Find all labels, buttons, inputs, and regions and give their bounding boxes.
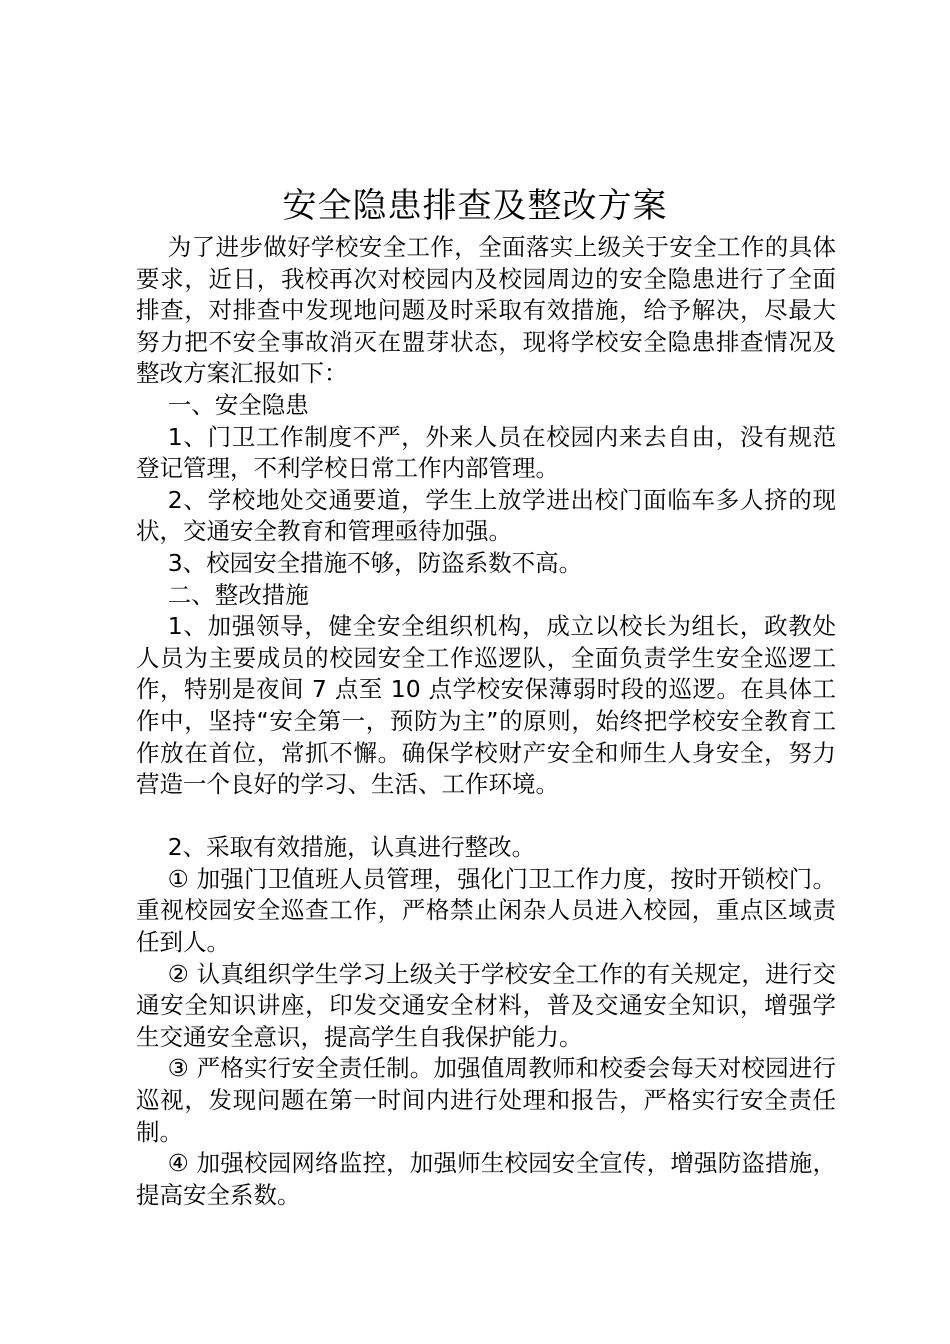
hazard-item-2: 2、学校地处交通要道，学生上放学进出校门面临车多人挤的现状，交通安全教育和管理亟待加强。 [136, 485, 836, 546]
measure-subitem-3: ③ 严格实行安全责任制。加强值周教师和校委会每天对校园进行巡视，发现问题在第一时间内进行处理和报告，严格实行安全责任制。 [136, 1054, 836, 1146]
hazard-item-3: 3、校园安全措施不够，防盗系数不高。 [167, 548, 583, 577]
measure-subitem-2: ② 认真组织学生学习上级关于学校安全工作的有关规定，进行交通安全知识讲座，印发交通安全材料，普及交通安全知识，增强学生交通安全意识，提高学生自我保护能力。 [136, 959, 836, 1051]
measure-item-2: 2、采取有效措施，认真进行整改。 [167, 833, 536, 862]
document-title: 安全隐患排查及整改方案 [282, 186, 668, 226]
measure-item-1: 1、加强领导，健全安全组织机构，成立以校长为组长，政教处人员为主要成员的校园安全工作巡逻队，全面负责学生安全巡逻工作，特别是夜间 7 点至 10 点学校安保薄弱时段的巡逻。在具体工作中，坚持“安全第一，预防为主”的原则，始终把学校安全教育工作放在首位，常抓不懈。确保学校财产安全和师生人身安全，努力营造一个良好的学习、生活、工作环境。 [136, 612, 836, 799]
document-body [136, 232, 836, 1211]
section-heading-measures: 二、整改措施 [167, 580, 309, 609]
measure-subitem-1: ① 加强门卫值班人员管理，强化门卫工作力度，按时开锁校门。重视校园安全巡查工作，严格禁止闲杂人员进入校园，重点区域责任到人。 [136, 864, 836, 957]
paragraph-spacer [136, 801, 836, 833]
section-heading-hazards: 一、安全隐患 [167, 390, 309, 419]
measure-subitem-4: ④ 加强校园网络监控，加强师生校园安全宣传，增强防盗措施，提高安全系数。 [136, 1149, 836, 1209]
hazard-item-1: 1、门卫工作制度不严，外来人员在校园内来去自由，没有规范登记管理，不利学校日常工作内部管理。 [136, 422, 836, 483]
intro-paragraph: 为了进步做好学校安全工作，全面落实上级关于安全工作的具体要求，近日，我校再次对校园内及校园周边的安全隐患进行了全面排查，对排查中发现地问题及时采取有效措施，给予解决，尽最大努力把不安全事故消灭在盟芽状态，现将学校安全隐患排查情况及整改方案汇报如下： [136, 233, 836, 388]
